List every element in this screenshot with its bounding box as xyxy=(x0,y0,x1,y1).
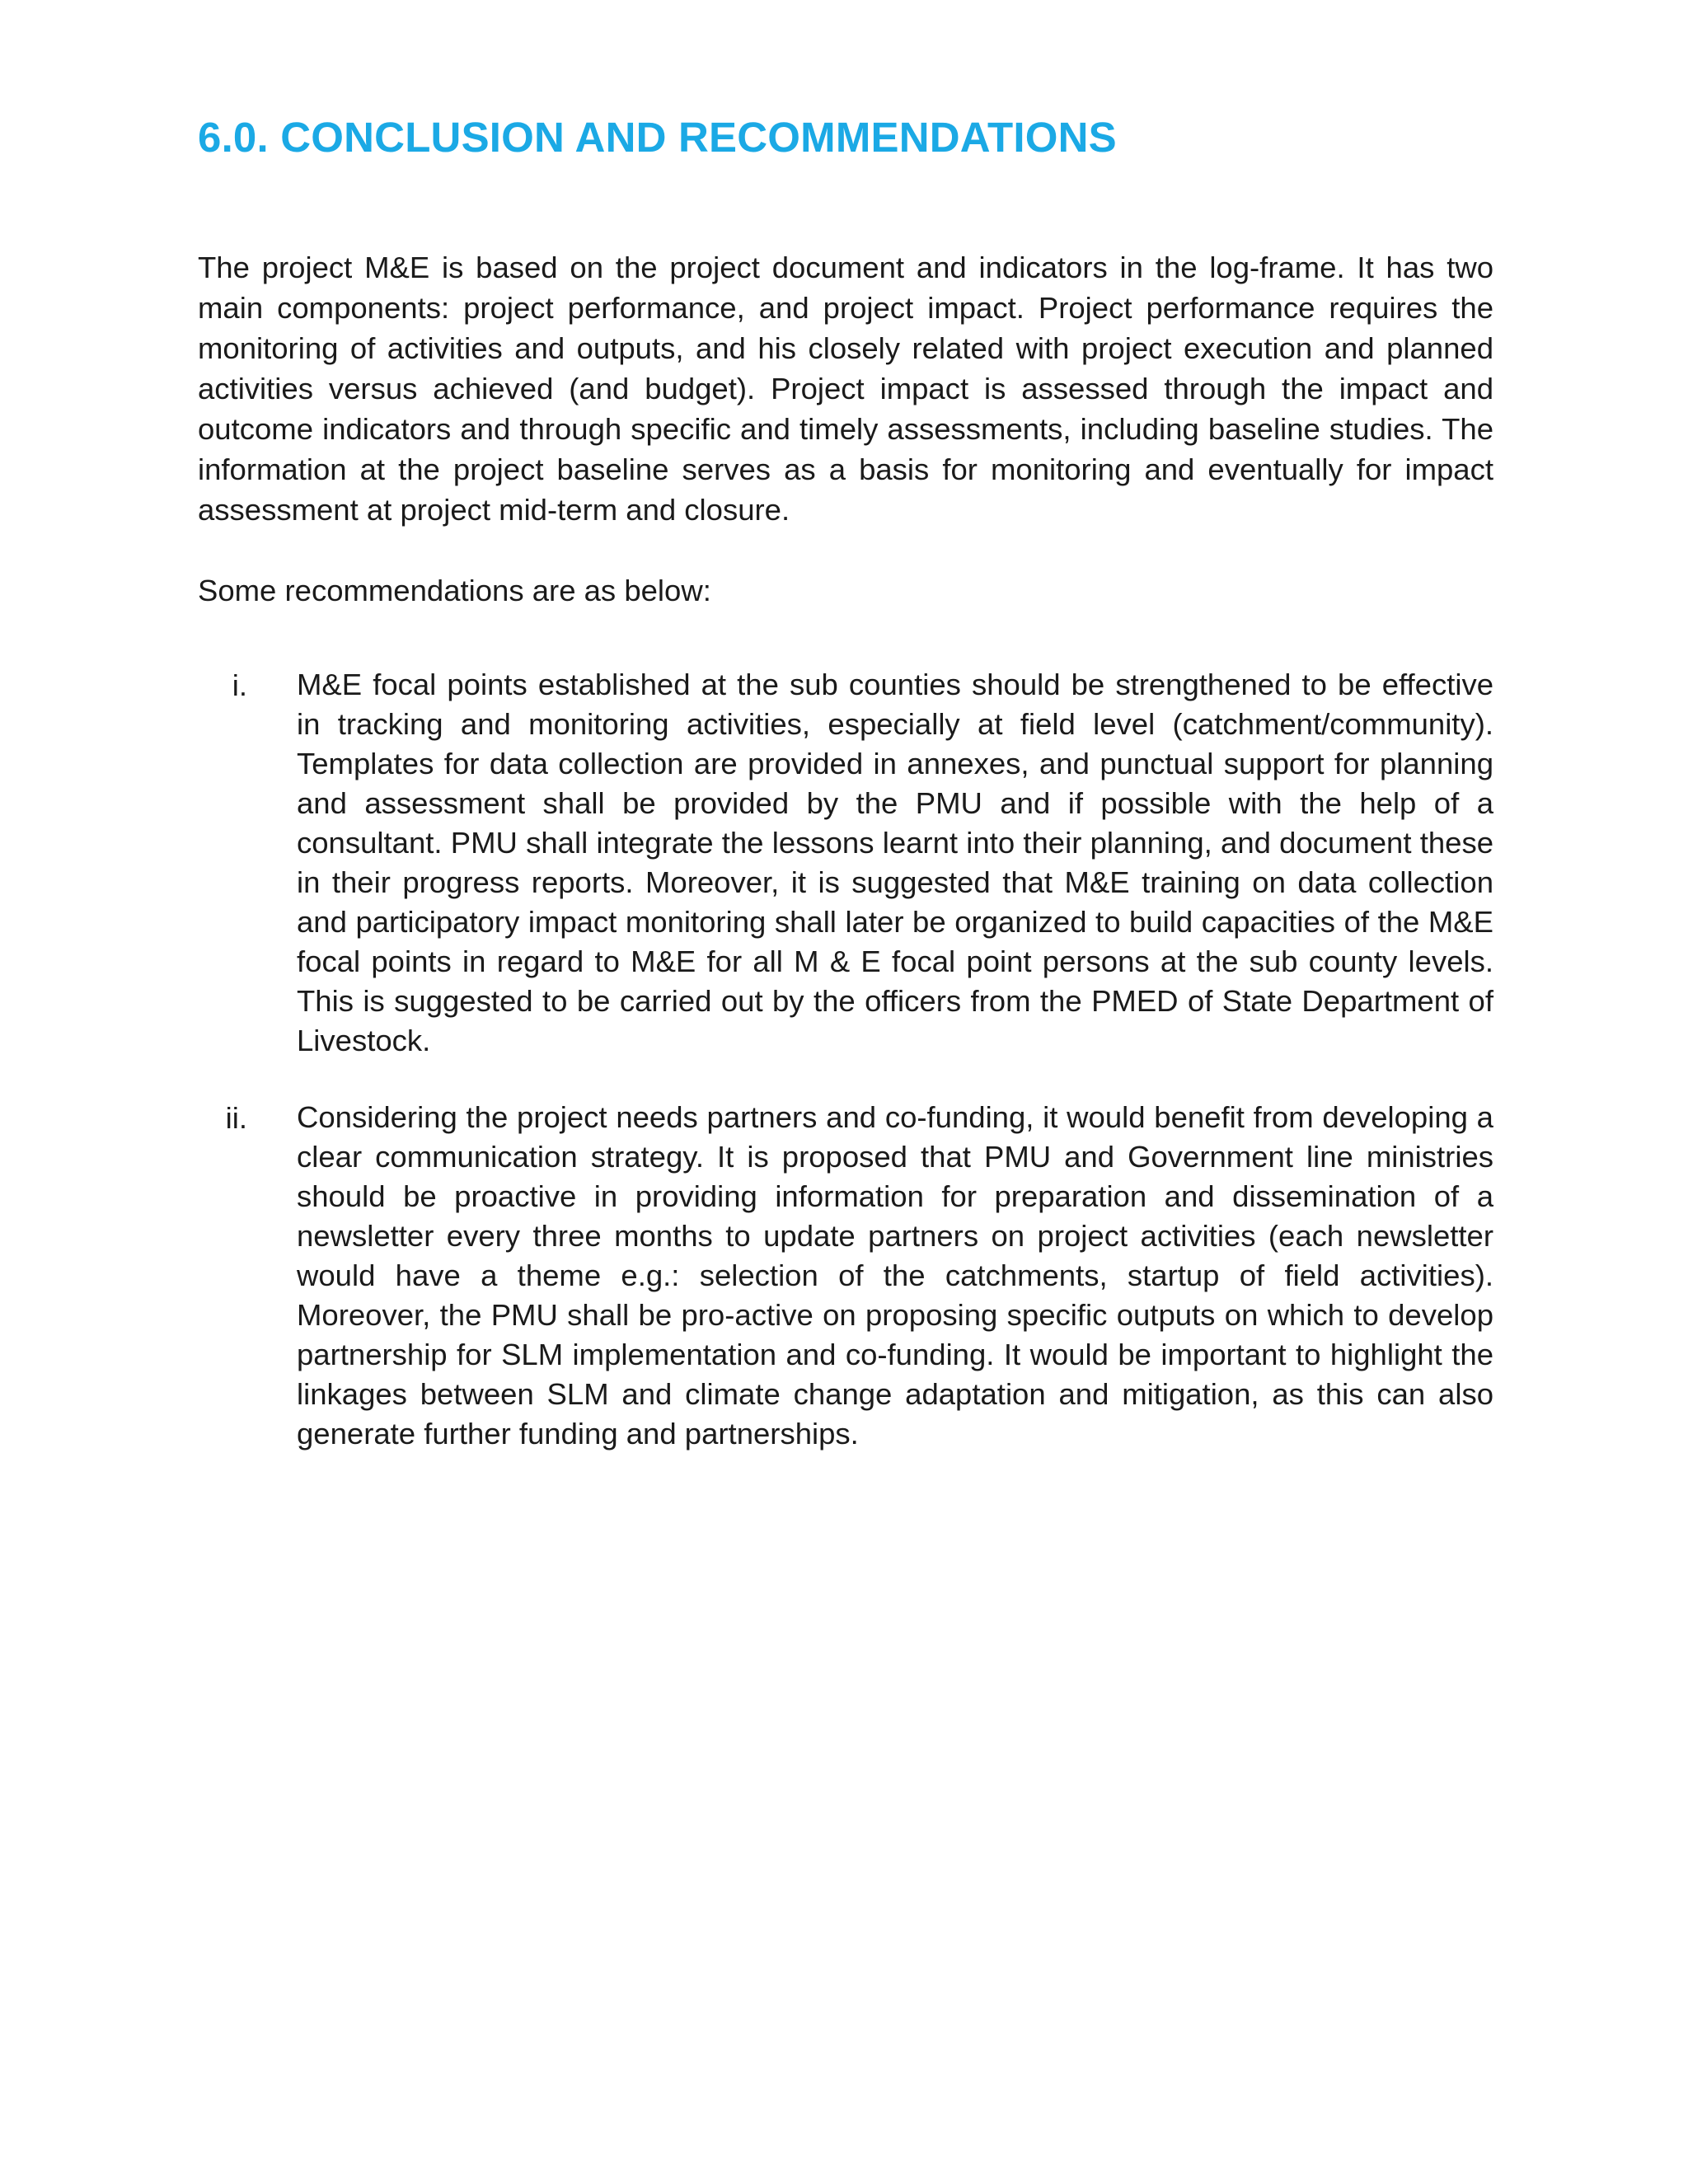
intro-paragraph: The project M&E is based on the project document and indicators in the log-frame. It has two main components: project performance, and project impact. Project performance requires the monitoring of activities and outputs, and his closely related with project execution and planned activities versus achieved (and budget). Project impact is assessed through the impact and outcome indicators and through specific and timely assessments, including baseline studies. The information at the project baseline serves as a basis for monitoring and eventually for impact assessment at project mid-term and closure. xyxy=(198,251,1493,527)
recommendation-numeral: i. xyxy=(232,668,247,702)
section-heading: 6.0. CONCLUSION AND RECOMMENDATIONS xyxy=(198,114,1117,161)
recommendation-item xyxy=(198,1098,1493,1454)
recommendation-numeral: ii. xyxy=(225,1101,247,1135)
recommendations-lead: Some recommendations are as below: xyxy=(198,574,711,607)
section-content xyxy=(198,105,1493,1454)
recommendation-text: Considering the project needs partners and co-funding, it would benefit from developing a clear communication strategy. It is proposed that PMU and Government line ministries should be proactive in providing information for preparation and dissemination of a newsletter every three months to update partners on project activities (each newsletter would have a theme e.g.: selection of the catchments, startup of field activities). Moreover, the PMU shall be pro-active on proposing specific outputs on which to develop partnership for SLM implementation and co-funding. It would be important to highlight the linkages between SLM and climate change adaptation and mitigation, as this can also generate further funding and partnerships. xyxy=(297,1100,1493,1451)
recommendations-list xyxy=(198,665,1493,1454)
recommendation-text: M&E focal points established at the sub counties should be strengthened to be effective in tracking and monitoring activities, especially at field level (catchment/community). Templates for data collection are provided in annexes, and punctual support for planning and assessment shall be provided by the PMU and if possible with the help of a consultant. PMU shall integrate the lessons learnt into their planning, and document these in their progress reports. Moreover, it is suggested that M&E training on data collection and participatory impact monitoring shall later be organized to build capacities of the M&E focal points in regard to M&E for all M & E focal point persons at the sub county levels. This is suggested to be carried out by the officers from the PMED of State Department of Livestock. xyxy=(297,668,1493,1057)
recommendation-item xyxy=(198,665,1493,1061)
